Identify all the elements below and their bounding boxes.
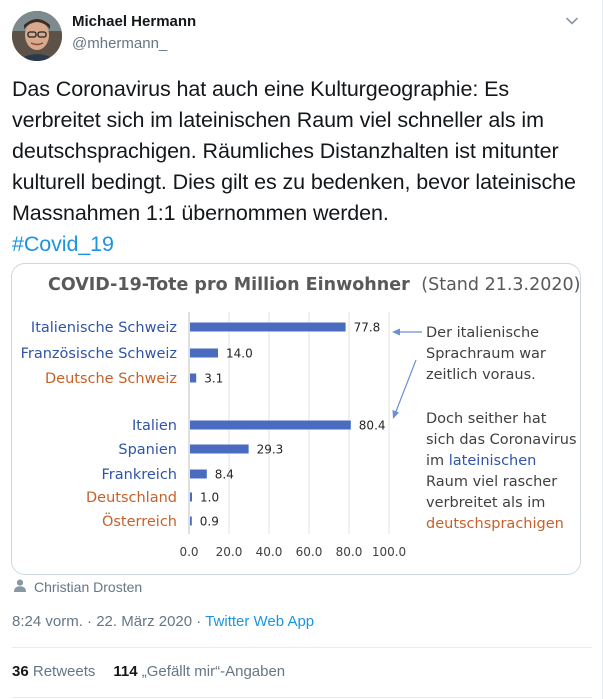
bar: [190, 517, 192, 526]
chevron-down-icon[interactable]: [563, 12, 581, 30]
category-label: Spanien: [118, 442, 177, 458]
category-label: Italien: [131, 418, 177, 434]
value-label: 29.3: [256, 442, 284, 457]
meta-separator: ·: [87, 613, 93, 630]
tweet-time[interactable]: 8:24 vorm.: [12, 613, 83, 630]
annotation-2-line-3: [426, 453, 536, 469]
annotation-2-latin-word: lateinischen: [448, 453, 537, 469]
annotation-2-line-1: Doch seither hat: [426, 411, 547, 427]
value-label: 77.8: [353, 320, 381, 335]
annotation-2-german-word: deutschsprachigen: [426, 516, 564, 532]
avatar[interactable]: [12, 11, 62, 61]
likes-count: 114: [113, 663, 138, 680]
category-label: Französische Schweiz: [20, 346, 177, 362]
x-tick-label: 40.0: [255, 545, 283, 559]
bar: [190, 470, 207, 479]
category-label: Deutsche Schweiz: [45, 371, 177, 387]
tweet-meta: [12, 613, 314, 630]
annotation-1-line-2: Sprachraum war: [426, 346, 546, 362]
likes-stat[interactable]: [113, 663, 285, 680]
category-label: Italienische Schweiz: [30, 320, 177, 336]
bar-chart: [12, 264, 580, 574]
tweet-body: Das Coronavirus hat auch eine Kulturgeographie: Es verbreitet sich im lateinischen Raum viel schneller als im deutschsprachigen. Räumliches Distanzhalten ist mitunter kulturell bedingt. Dies gilt es zu bedenken, bevor lateinische Massnahmen 1:1 übernommen werden.: [12, 77, 576, 225]
bar: [190, 421, 351, 430]
annotation-2-line-4: Raum viel rascher: [426, 474, 558, 490]
chart-title: [48, 275, 580, 295]
x-tick-label: 0.0: [179, 545, 199, 559]
retweets-stat[interactable]: [12, 663, 95, 680]
x-tick-label: 60.0: [295, 545, 323, 559]
annotation-history: [426, 325, 546, 383]
photo-tag[interactable]: [14, 579, 142, 595]
annotation-1-line-1: Der italienische: [426, 325, 540, 341]
author-name[interactable]: Michael Hermann: [72, 13, 197, 30]
chart-title-date: (Stand 21.3.2020): [421, 275, 580, 295]
annotation-1-line-3: zeitlich voraus.: [426, 367, 536, 383]
meta-separator-2: ·: [196, 613, 202, 630]
tweet-image[interactable]: [11, 263, 581, 575]
annotation-2-line-5: verbreitet als im: [426, 495, 546, 511]
retweets-count: 36: [12, 663, 29, 680]
chart-title-main: COVID-19-Tote pro Million Einwohner: [48, 275, 410, 295]
x-tick-label: 80.0: [335, 545, 363, 559]
annotation-2-line-2: sich das Coronavirus: [426, 432, 577, 448]
divider: [12, 647, 592, 648]
hashtag-link[interactable]: #Covid_19: [12, 232, 114, 256]
category-label: Deutschland: [86, 490, 177, 506]
value-label: 0.9: [199, 514, 219, 529]
x-tick-label: 20.0: [215, 545, 243, 559]
divider-bottom: [12, 697, 592, 698]
user-icon: [14, 579, 26, 595]
value-label: 3.1: [204, 371, 224, 386]
retweets-label: Retweets: [32, 663, 96, 680]
category-label: Österreich: [101, 514, 177, 530]
source-app-link[interactable]: Twitter Web App: [205, 613, 315, 630]
x-tick-label: 100.0: [371, 545, 407, 559]
photo-tag-name: Christian Drosten: [34, 579, 143, 595]
value-label: 80.4: [358, 418, 386, 433]
bar: [190, 323, 346, 332]
value-label: 14.0: [226, 346, 253, 361]
bar: [190, 349, 218, 358]
value-label: 1.0: [200, 490, 220, 505]
bar: [190, 374, 196, 383]
tweet-date[interactable]: 22. März 2020: [96, 613, 193, 630]
tweet-text: [12, 74, 592, 260]
author-handle[interactable]: @mhermann_: [72, 35, 168, 52]
likes-label: „Gefällt mir“-Angaben: [141, 663, 286, 680]
bar: [190, 493, 192, 502]
category-label: Frankreich: [101, 467, 177, 483]
bar: [190, 445, 249, 454]
annotation-2-line-3-pre: im: [426, 453, 449, 469]
engagement-stats: [12, 663, 285, 680]
value-label: 8.4: [214, 467, 234, 482]
